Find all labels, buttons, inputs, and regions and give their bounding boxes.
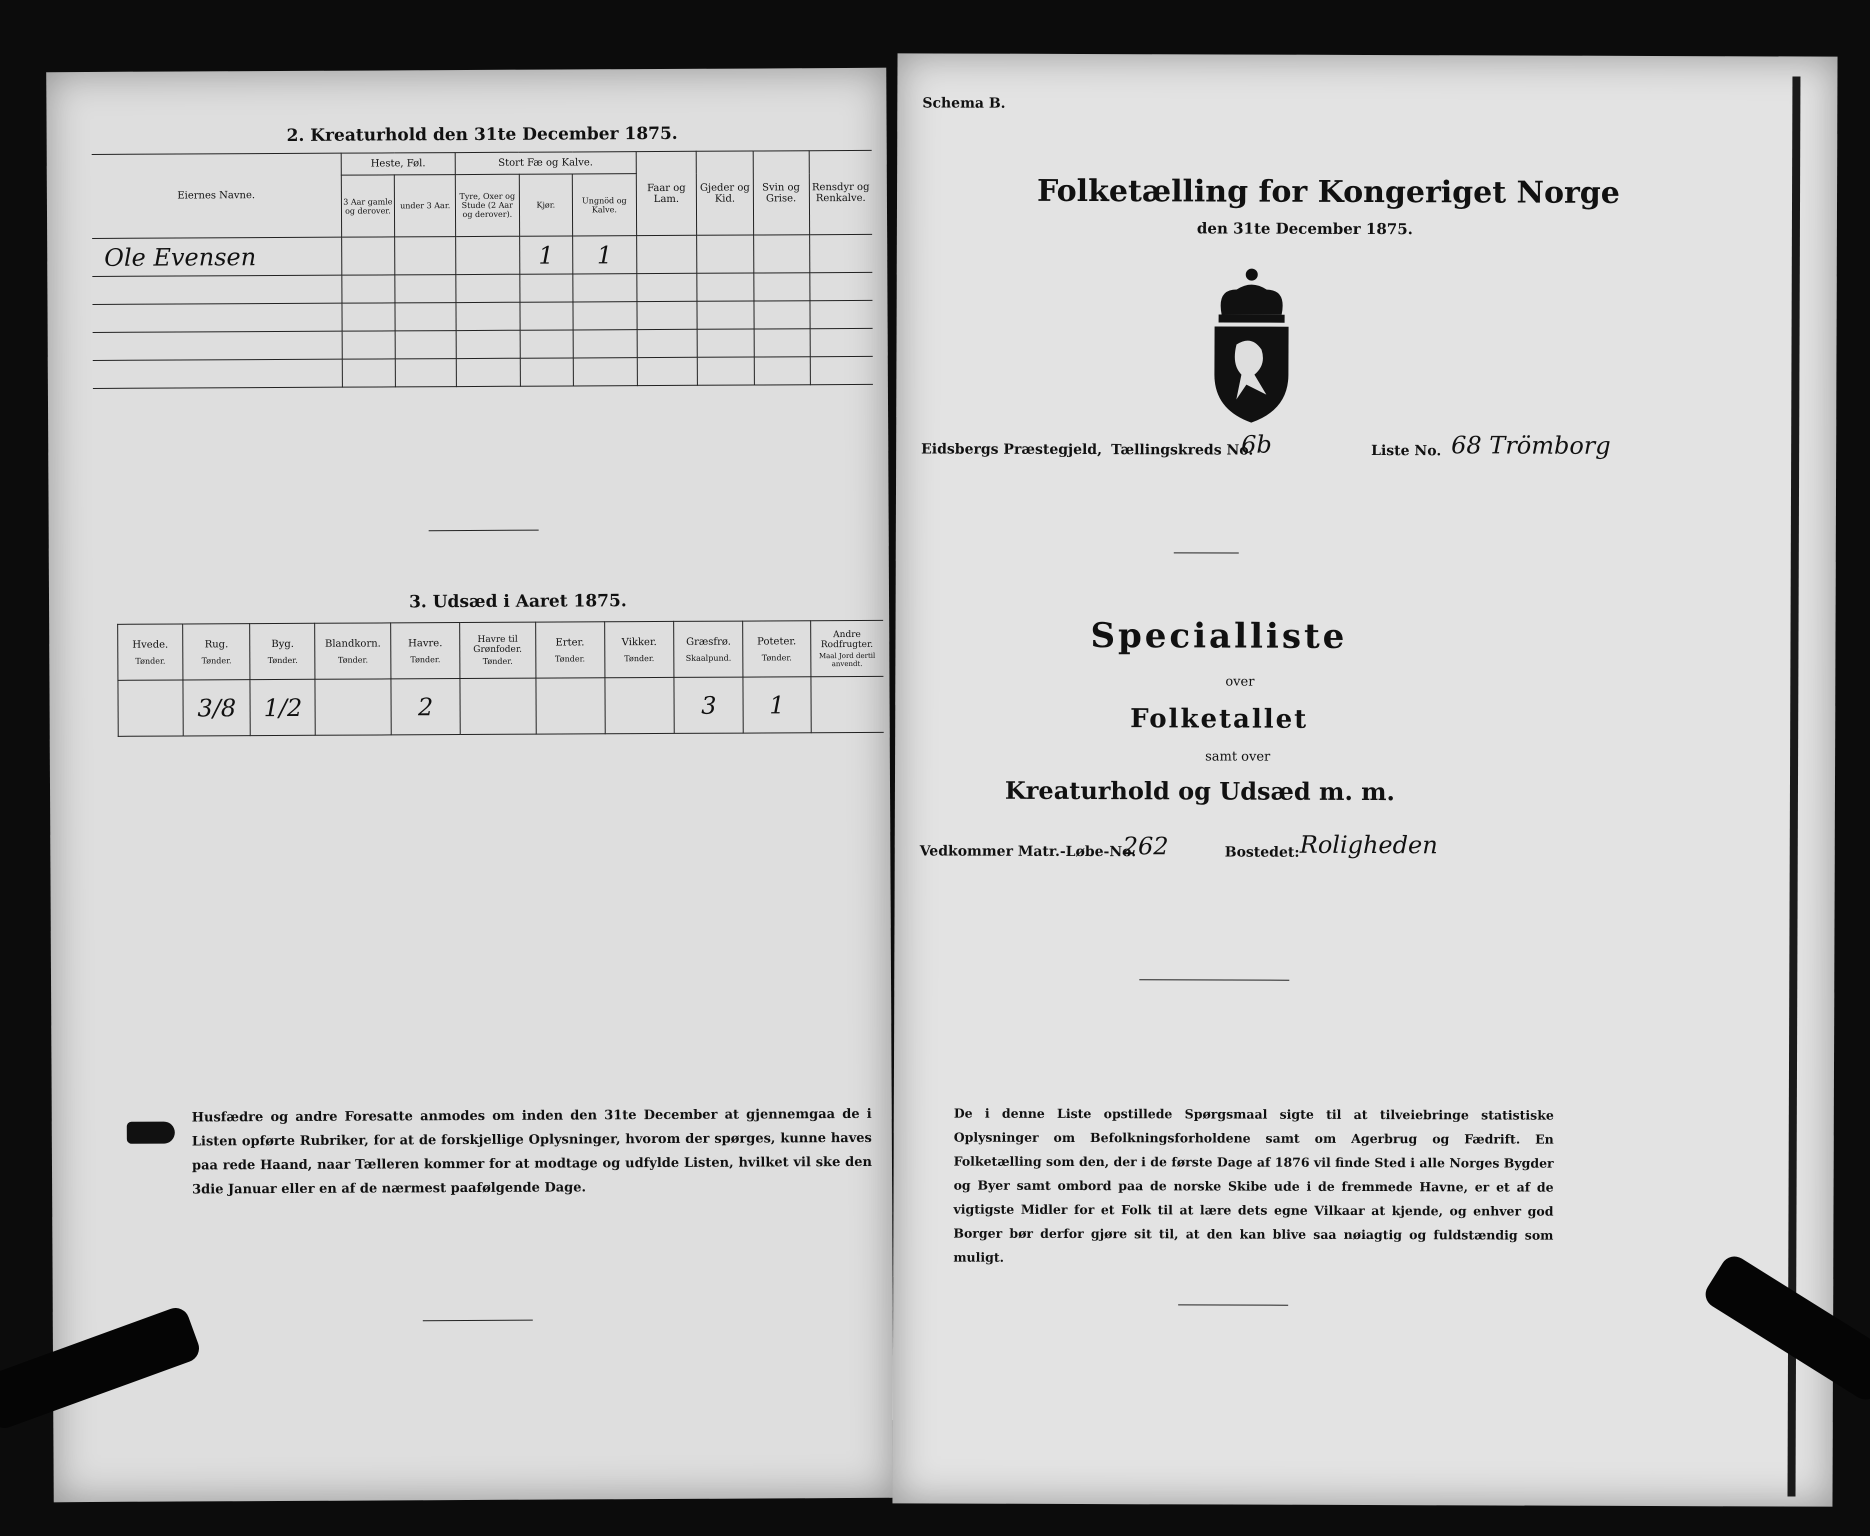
seed-col-header bbox=[604, 621, 674, 677]
owner-name-cell bbox=[93, 331, 342, 360]
table-cell bbox=[519, 302, 573, 330]
seed-col-header bbox=[391, 623, 461, 679]
kreds-label: Tællingskreds No. bbox=[1111, 442, 1254, 459]
seed-col-label: Byg. bbox=[271, 638, 294, 650]
table-cell bbox=[519, 274, 573, 302]
specialliste-title: Specialliste bbox=[1090, 616, 1348, 657]
table-row bbox=[93, 356, 873, 388]
seed-col-label: Andre Rodfrugter. bbox=[820, 629, 874, 650]
table-cell bbox=[395, 331, 456, 359]
table-cell bbox=[698, 329, 754, 357]
table-cell bbox=[636, 235, 697, 273]
owner-name-cell bbox=[92, 303, 341, 332]
seed-value bbox=[460, 678, 536, 734]
table-cell bbox=[636, 273, 697, 301]
table-cell bbox=[395, 275, 456, 303]
seed-col-unit: Tønder. bbox=[267, 655, 298, 665]
seed-col-unit: Skaalpund. bbox=[685, 653, 732, 663]
seed-values-row bbox=[118, 676, 884, 736]
seed-value bbox=[315, 679, 391, 735]
table-cell bbox=[637, 301, 698, 329]
table-cell bbox=[341, 237, 395, 275]
col-gjeder-header: Gjeder og Kid. bbox=[697, 151, 754, 235]
ungnod-cell: 1 bbox=[573, 236, 636, 274]
seed-value: 1/2 bbox=[250, 679, 315, 735]
table-cell bbox=[342, 331, 396, 359]
seed-col-unit: Tønder. bbox=[555, 653, 586, 664]
schema-label: Schema B. bbox=[922, 95, 1006, 112]
table-cell bbox=[456, 358, 519, 386]
seed-col-header bbox=[535, 622, 605, 678]
over-label: over bbox=[1225, 674, 1255, 690]
table-cell bbox=[574, 358, 637, 386]
seed-col-label: Græsfrø. bbox=[686, 636, 731, 648]
seed-table bbox=[117, 620, 884, 737]
divider bbox=[1139, 979, 1289, 981]
seed-col-label: Erter. bbox=[555, 636, 585, 649]
pointing-hand-icon bbox=[127, 1122, 175, 1144]
table-cell bbox=[520, 358, 574, 386]
matr-label: Vedkommer Matr.-Løbe-No. bbox=[919, 843, 1137, 861]
table-cell bbox=[573, 274, 636, 302]
table-cell bbox=[456, 302, 519, 330]
table-cell bbox=[754, 357, 810, 385]
divider bbox=[429, 530, 539, 532]
table-cell bbox=[573, 330, 636, 358]
owner-name-cell bbox=[93, 359, 342, 388]
seed-col-header bbox=[183, 624, 250, 680]
seed-col-header bbox=[315, 623, 391, 679]
col-rensdyr-header: Rensdyr og Renkalve. bbox=[809, 150, 872, 234]
bosted-value: Roligheden bbox=[1299, 830, 1438, 860]
table-cell bbox=[698, 357, 754, 385]
liste-label: Liste No. bbox=[1371, 443, 1442, 460]
table-cell bbox=[697, 235, 753, 273]
col-svin-header: Svin og Grise. bbox=[753, 151, 810, 235]
seed-col-unit: Tønder. bbox=[761, 652, 792, 662]
right-notice: De i denne Liste opstillede Spørgsmaal sigte til at tilveiebringe statistiske Oplysninger om Befolkningsforholdene samt om Agerbrug og Fædrift. En Folketælling som den, der i de første Dage af 1876 vil finde Sted i alle Norges Bygder og Byer samt ombord paa de norske Skibe ude i de fremmede Havne, er et af de vigtigste Midler for et Folk til at lære dets egne Vilkaar at kjende, og enhver god Borger bør derfor gjøre sit til, at den kan blive saa nøiagtig og fuldstændig som muligt. bbox=[953, 1105, 1554, 1265]
table-cell bbox=[753, 235, 809, 273]
col-ungnod-header: Ungnöd og Kalve. bbox=[573, 174, 637, 236]
col-owner-header: Eiernes Navne. bbox=[92, 153, 341, 238]
kreaturhold-title: Kreaturhold og Udsæd m. m. bbox=[1004, 775, 1395, 807]
col-heste-header: Heste, Føl. bbox=[341, 153, 456, 176]
seed-value bbox=[118, 680, 183, 736]
folketallet-title: Folketallet bbox=[1130, 704, 1309, 735]
divider bbox=[1174, 552, 1239, 553]
table-cell bbox=[637, 357, 698, 385]
seed-col-label: Havre til Grønfoder. bbox=[473, 634, 523, 655]
seed-col-header bbox=[743, 621, 810, 677]
seed-value: 2 bbox=[391, 679, 461, 735]
table-cell bbox=[697, 301, 753, 329]
seed-col-label: Hvede. bbox=[132, 639, 169, 651]
table-cell bbox=[697, 273, 753, 301]
seed-value bbox=[536, 678, 606, 734]
table-cell bbox=[810, 356, 873, 384]
seed-col-header bbox=[250, 623, 315, 679]
section-2-title: 2. Kreaturhold den 31te December 1875. bbox=[286, 123, 678, 146]
seed-col-header bbox=[810, 620, 883, 676]
seed-col-label: Poteter. bbox=[757, 635, 797, 647]
table-cell bbox=[754, 329, 810, 357]
table-cell bbox=[809, 234, 872, 272]
owner-name-cell: Ole Evensen bbox=[92, 237, 341, 276]
col-faar-header: Faar og Lam. bbox=[636, 151, 697, 235]
seed-col-unit: Tønder. bbox=[337, 655, 369, 665]
seed-col-unit: Tønder. bbox=[624, 653, 655, 663]
table-cell bbox=[637, 329, 698, 357]
seed-col-label: Vikker. bbox=[621, 636, 657, 648]
table-cell bbox=[395, 237, 456, 275]
seed-value: 3 bbox=[674, 677, 744, 733]
seed-col-unit: Tønder. bbox=[410, 654, 441, 664]
bosted-label: Bostedet: bbox=[1224, 844, 1300, 861]
table-cell bbox=[754, 301, 810, 329]
table-cell bbox=[810, 328, 873, 356]
seed-col-header bbox=[460, 622, 536, 678]
kjor-cell: 1 bbox=[519, 236, 573, 274]
table-row bbox=[92, 272, 872, 304]
seed-header-row bbox=[118, 620, 884, 680]
col-stort-a-header: Tyre, Oxer og Stude (2 Aar og derover). bbox=[456, 174, 520, 236]
table-cell bbox=[341, 275, 395, 303]
left-notice: Husfædre og andre Foresatte anmodes om inden den 31te December at gjennemgaa de i Listen opførte Rubriker, for at de forskjellige Oplysninger, hvorom der spørges, kunne haves paa rede Haand, naar Tælleren kommer for at modtage og udfylde Listen, hvilket vil ske den 3die Januar eller en af de nærmest paafølgende Dage. bbox=[191, 1106, 873, 1198]
seed-col-unit: Tønder. bbox=[201, 655, 232, 665]
col-heste-a-header: 3 Aar gamle og derover. bbox=[341, 175, 395, 237]
seed-col-header bbox=[118, 624, 183, 680]
table-cell bbox=[456, 330, 519, 358]
table-cell bbox=[520, 330, 574, 358]
page-edge bbox=[1788, 76, 1801, 1496]
seed-col-unit: Tønder. bbox=[482, 656, 513, 666]
table-cell bbox=[810, 272, 873, 300]
col-heste-b-header: under 3 Aar. bbox=[395, 175, 456, 237]
table-cell bbox=[396, 359, 457, 387]
coat-of-arms-icon bbox=[1196, 264, 1307, 424]
seed-value: 1 bbox=[743, 677, 810, 733]
prestegjeld-label: Eidsbergs Præstegjeld, bbox=[921, 441, 1103, 459]
liste-value: 68 Trömborg bbox=[1451, 431, 1611, 460]
seed-col-label: Blandkorn. bbox=[324, 637, 381, 650]
matr-value: 262 bbox=[1122, 832, 1169, 861]
divider bbox=[1178, 1304, 1288, 1305]
right-page bbox=[892, 53, 1837, 1506]
livestock-table bbox=[92, 150, 873, 389]
table-cell bbox=[753, 273, 809, 301]
page-title: Folketælling for Kongeriget Norge bbox=[1036, 173, 1620, 211]
divider bbox=[423, 1320, 533, 1322]
col-stort-header: Stort Fæ og Kalve. bbox=[455, 152, 635, 175]
seed-col-unit: Maal Jord dertil anvendt. bbox=[818, 651, 876, 668]
owner-name-cell bbox=[92, 275, 341, 304]
table-row bbox=[93, 328, 873, 360]
seed-value bbox=[810, 676, 883, 732]
table-cell bbox=[395, 303, 456, 331]
samt-over-label: samt over bbox=[1205, 749, 1271, 765]
table-row bbox=[92, 234, 872, 276]
table-row bbox=[92, 300, 872, 332]
table-cell bbox=[456, 236, 519, 274]
page-date: den 31te December 1875. bbox=[1196, 219, 1413, 239]
seed-col-header bbox=[674, 621, 744, 677]
section-3-title: 3. Udsæd i Aaret 1875. bbox=[408, 591, 627, 613]
left-page bbox=[46, 68, 893, 1502]
seed-col-unit: Tønder. bbox=[135, 656, 166, 666]
kreds-value: 6b bbox=[1241, 430, 1272, 459]
seed-value bbox=[605, 677, 675, 733]
col-kjor-header: Kjør. bbox=[519, 174, 573, 236]
table-cell bbox=[573, 302, 636, 330]
table-cell bbox=[456, 274, 519, 302]
table-cell bbox=[342, 303, 396, 331]
seed-value: 3/8 bbox=[183, 680, 250, 736]
seed-col-label: Rug. bbox=[204, 638, 229, 650]
table-cell bbox=[342, 359, 396, 387]
table-cell bbox=[810, 300, 873, 328]
seed-col-label: Havre. bbox=[408, 637, 443, 649]
